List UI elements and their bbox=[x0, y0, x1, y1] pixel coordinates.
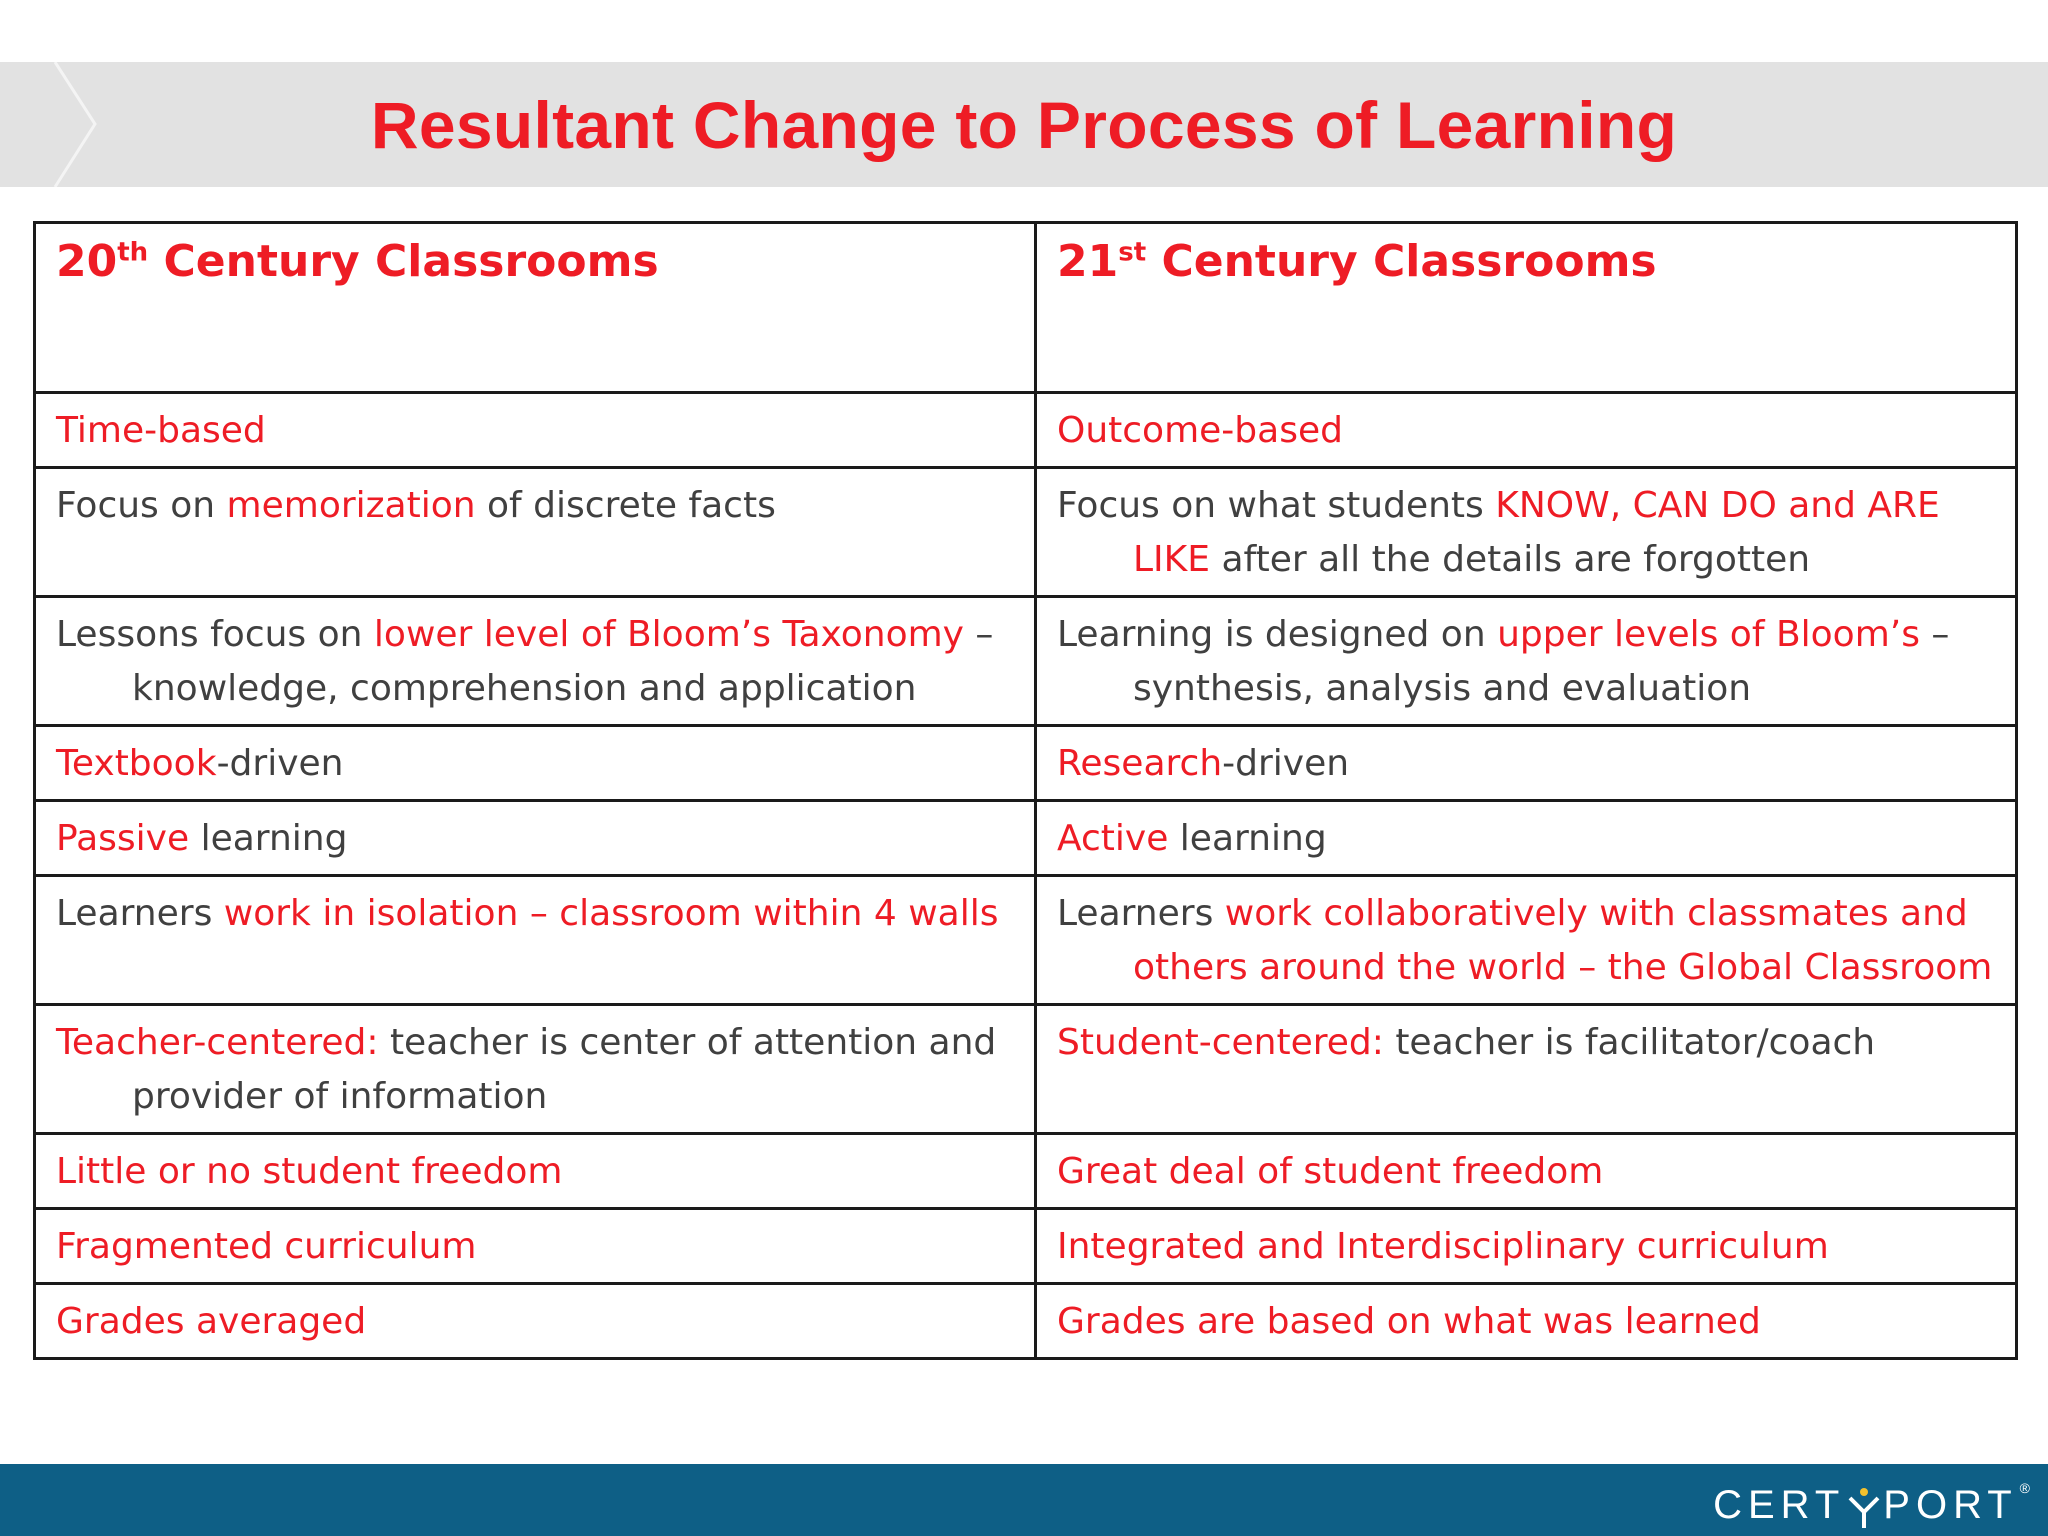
cell-text bbox=[1057, 404, 1997, 458]
table-row bbox=[35, 1005, 2017, 1134]
table-row bbox=[35, 876, 2017, 1005]
figure-y-logo-icon bbox=[1847, 1486, 1881, 1528]
cell-21st-century bbox=[1036, 1209, 2017, 1284]
highlighted-text: Active bbox=[1057, 818, 1169, 859]
body-text: teacher is center of attention and provider of information bbox=[132, 1022, 997, 1117]
table-row bbox=[35, 597, 2017, 726]
header-left-number: 20 bbox=[56, 236, 118, 287]
header-right-ordinal: st bbox=[1118, 237, 1147, 268]
highlighted-text: Textbook bbox=[56, 743, 217, 784]
highlighted-text: Fragmented curriculum bbox=[56, 1226, 477, 1267]
cell-20th-century bbox=[35, 393, 1036, 468]
highlighted-text: Research bbox=[1057, 743, 1223, 784]
highlighted-text: Great deal of student freedom bbox=[1057, 1151, 1604, 1192]
highlighted-text: work collaboratively with classmates and others around the world – the Global Classroom bbox=[1133, 893, 1993, 988]
highlighted-text: Integrated and Interdisciplinary curriculum bbox=[1057, 1226, 1829, 1267]
registered-mark: ® bbox=[2019, 1480, 2030, 1496]
cell-20th-century bbox=[35, 1134, 1036, 1209]
slide-title: Resultant Change to Process of Learning bbox=[370, 87, 1678, 162]
table-row bbox=[35, 468, 2017, 597]
cell-text bbox=[56, 404, 1016, 458]
footer-band bbox=[0, 1464, 2048, 1536]
cell-text bbox=[1057, 737, 1997, 791]
body-text: -driven bbox=[1222, 743, 1350, 784]
cell-text bbox=[56, 737, 1016, 791]
body-text: -driven bbox=[216, 743, 344, 784]
cell-text bbox=[56, 812, 1016, 866]
body-text: – knowledge, comprehension and application bbox=[132, 614, 994, 709]
cell-text bbox=[1057, 812, 1997, 866]
table-header-row bbox=[35, 223, 2017, 393]
body-text: Focus on what students bbox=[1057, 485, 1496, 526]
table-row bbox=[35, 1134, 2017, 1209]
body-text: of discrete facts bbox=[475, 485, 776, 526]
body-text: Learners bbox=[56, 893, 224, 934]
highlighted-text: Grades are based on what was learned bbox=[1057, 1301, 1761, 1342]
body-text: Learning is designed on bbox=[1057, 614, 1498, 655]
table-row bbox=[35, 393, 2017, 468]
logo-text-end: PORT bbox=[1883, 1483, 2018, 1527]
cell-21st-century bbox=[1036, 1005, 2017, 1134]
cell-text bbox=[1057, 479, 1997, 587]
body-text: Lessons focus on bbox=[56, 614, 374, 655]
highlighted-text: KNOW, CAN DO and ARE LIKE bbox=[1133, 485, 1940, 580]
title-band bbox=[0, 62, 2048, 187]
cell-text bbox=[56, 1016, 1016, 1124]
cell-20th-century bbox=[35, 1005, 1036, 1134]
cell-21st-century bbox=[1036, 726, 2017, 801]
cell-text bbox=[56, 887, 1016, 941]
cell-21st-century bbox=[1036, 876, 2017, 1005]
cell-text bbox=[1057, 1145, 1997, 1199]
cell-text bbox=[56, 1295, 1016, 1349]
cell-text bbox=[56, 479, 1016, 533]
table-row bbox=[35, 726, 2017, 801]
body-text: after all the details are forgotten bbox=[1210, 539, 1811, 580]
cell-20th-century bbox=[35, 468, 1036, 597]
cell-21st-century bbox=[1036, 801, 2017, 876]
cell-20th-century bbox=[35, 876, 1036, 1005]
cell-text bbox=[1057, 1220, 1997, 1274]
cell-20th-century bbox=[35, 597, 1036, 726]
body-text: teacher is facilitator/coach bbox=[1383, 1022, 1876, 1063]
cell-21st-century bbox=[1036, 1284, 2017, 1359]
highlighted-text: Teacher-centered: bbox=[56, 1022, 379, 1063]
table-row bbox=[35, 1209, 2017, 1284]
cell-21st-century bbox=[1036, 393, 2017, 468]
cell-text bbox=[1057, 1016, 1997, 1070]
body-text: – synthesis, analysis and evaluation bbox=[1133, 614, 1950, 709]
body-text: learning bbox=[1168, 818, 1327, 859]
header-cell-20th-century bbox=[35, 223, 1036, 393]
body-text: learning bbox=[189, 818, 348, 859]
header-right-label: Century Classrooms bbox=[1146, 236, 1657, 287]
highlighted-text: lower level of Bloom’s Taxonomy bbox=[373, 614, 964, 655]
header-left-label: Century Classrooms bbox=[148, 236, 659, 287]
certiport-logo bbox=[1713, 1480, 2030, 1528]
table-row bbox=[35, 1284, 2017, 1359]
cell-20th-century bbox=[35, 1284, 1036, 1359]
highlighted-text: work in isolation – classroom within 4 walls bbox=[223, 893, 999, 934]
highlighted-text: Passive bbox=[56, 818, 190, 859]
highlighted-text: memorization bbox=[226, 485, 476, 526]
cell-21st-century bbox=[1036, 1134, 2017, 1209]
highlighted-text: Grades averaged bbox=[56, 1301, 367, 1342]
highlighted-text: upper levels of Bloom’s bbox=[1497, 614, 1920, 655]
cell-text bbox=[1057, 1295, 1997, 1349]
cell-text bbox=[56, 1145, 1016, 1199]
body-text: Learners bbox=[1057, 893, 1225, 934]
body-text: Focus on bbox=[56, 485, 227, 526]
cell-21st-century bbox=[1036, 597, 2017, 726]
cell-21st-century bbox=[1036, 468, 2017, 597]
cell-20th-century bbox=[35, 1209, 1036, 1284]
cell-20th-century bbox=[35, 801, 1036, 876]
cell-text bbox=[56, 1220, 1016, 1274]
highlighted-text: Little or no student freedom bbox=[56, 1151, 563, 1192]
cell-20th-century bbox=[35, 726, 1036, 801]
highlighted-text: Outcome-based bbox=[1057, 410, 1343, 451]
highlighted-text: Student-centered: bbox=[1057, 1022, 1384, 1063]
cell-text bbox=[1057, 887, 1997, 995]
header-cell-21st-century bbox=[1036, 223, 2017, 393]
cell-text bbox=[56, 608, 1016, 716]
comparison-table bbox=[33, 221, 2018, 1360]
header-right-number: 21 bbox=[1057, 236, 1119, 287]
table-row bbox=[35, 801, 2017, 876]
highlighted-text: Time-based bbox=[56, 410, 266, 451]
cell-text bbox=[1057, 608, 1997, 716]
header-left-ordinal: th bbox=[117, 237, 149, 268]
logo-text-start: CERT bbox=[1713, 1483, 1846, 1527]
